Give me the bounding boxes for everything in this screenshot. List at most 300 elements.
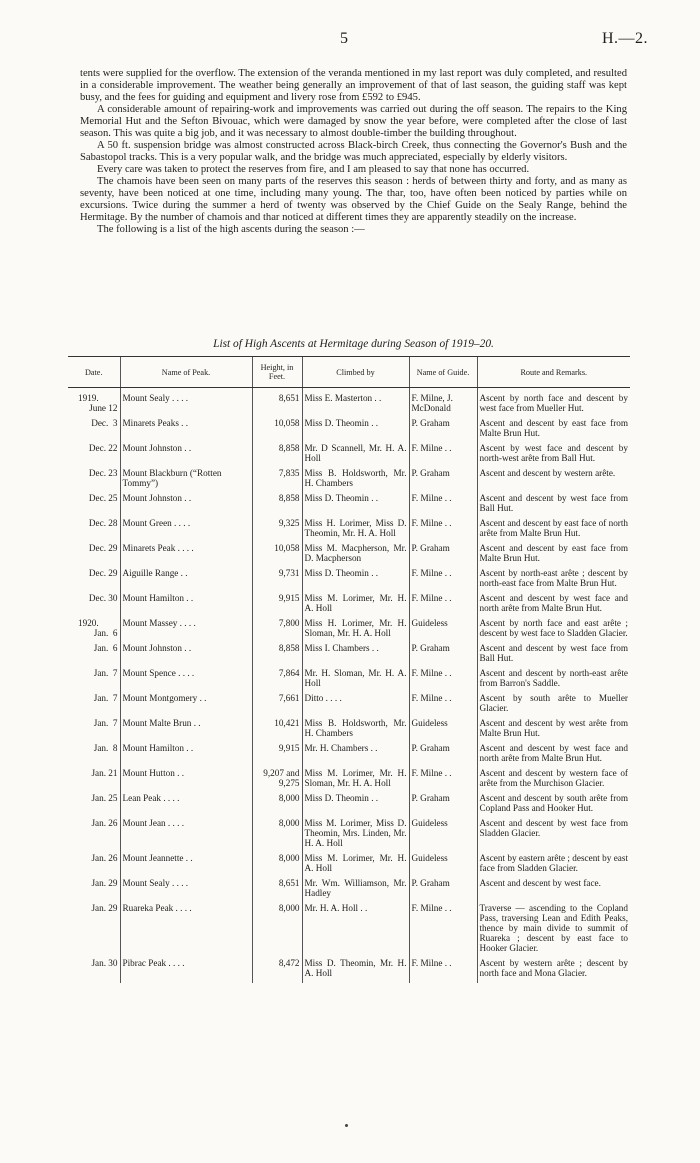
cell-height-text: 8,000 bbox=[278, 818, 300, 828]
cell-climbers-text: Miss H. Lorimer, Mr. H. Sloman, Mr. H. A. Holl bbox=[304, 618, 407, 638]
cell-height bbox=[252, 768, 302, 788]
cell-peak-text: Mount Johnston . . bbox=[122, 443, 192, 453]
header-guide: Name of Guide. bbox=[409, 357, 477, 388]
cell-height-text: 8,858 bbox=[278, 643, 300, 653]
cell-date-text: Jan. 21 bbox=[91, 768, 118, 778]
cell-height bbox=[252, 668, 302, 688]
cell-climbers bbox=[302, 518, 409, 538]
cell-peak bbox=[120, 958, 252, 978]
cell-peak-text: Mount Johnston . . bbox=[122, 643, 192, 653]
cell-route-text: Ascent and descent by west arête from Malte Brun Hut. bbox=[479, 718, 628, 738]
cell-climbers-text: Miss D. Theomin . . bbox=[304, 568, 379, 578]
page-mark bbox=[345, 1124, 348, 1127]
cell-climbers bbox=[302, 543, 409, 563]
cell-guide bbox=[409, 793, 477, 813]
cell-route bbox=[477, 468, 630, 488]
cell-height bbox=[252, 568, 302, 588]
paragraph: tents were supplied for the overflow. The extension of the veranda mentioned in my last report was duly completed, and resulted in a considerable improvement. The weather being generally an improvement of that of last season, the guiding staff was kept busy, and the fees for guiding and equipment and livery rose from £592 to £945. bbox=[80, 68, 627, 103]
cell-peak-text: Mount Montgomery . . bbox=[122, 693, 207, 703]
cell-date bbox=[68, 793, 120, 813]
header-height: Height, in Feet. bbox=[252, 357, 302, 388]
cell-guide bbox=[409, 593, 477, 613]
cell-peak bbox=[120, 743, 252, 763]
cell-height-text: 8,472 bbox=[278, 958, 300, 968]
table-row bbox=[68, 468, 630, 488]
cell-height bbox=[252, 903, 302, 953]
cell-guide-text: Guideless bbox=[411, 718, 448, 728]
cell-guide bbox=[409, 543, 477, 563]
table-row bbox=[68, 443, 630, 463]
cell-peak-text: Aiguille Range . . bbox=[122, 568, 188, 578]
cell-climbers bbox=[302, 718, 409, 738]
cell-height-text: 8,000 bbox=[278, 903, 300, 913]
cell-guide-text: F. Milne . . bbox=[411, 443, 452, 453]
cell-peak bbox=[120, 768, 252, 788]
cell-climbers bbox=[302, 618, 409, 638]
table-row bbox=[68, 768, 630, 788]
cell-guide-text: F. Milne, J. McDonald bbox=[411, 393, 453, 413]
cell-date bbox=[68, 468, 120, 488]
cell-climbers-text: Miss M. Lorimer, Miss D. Theomin, Mrs. Linden, Mr. H. A. Holl bbox=[304, 818, 407, 848]
cell-route bbox=[477, 718, 630, 738]
cell-climbers bbox=[302, 768, 409, 788]
table-row bbox=[68, 418, 630, 438]
cell-climbers bbox=[302, 878, 409, 898]
cell-height bbox=[252, 643, 302, 663]
cell-height-text: 9,915 bbox=[278, 593, 300, 603]
cell-date bbox=[68, 718, 120, 738]
cell-peak bbox=[120, 468, 252, 488]
cell-date-text: Dec. 23 bbox=[88, 468, 118, 478]
cell-height bbox=[252, 493, 302, 513]
cell-guide-text: P. Graham bbox=[411, 878, 450, 888]
cell-guide bbox=[409, 743, 477, 763]
cell-climbers bbox=[302, 643, 409, 663]
cell-date-text: Jan. 26 bbox=[91, 853, 118, 863]
cell-climbers bbox=[302, 668, 409, 688]
cell-height bbox=[252, 693, 302, 713]
cell-date-text: Dec. 22 bbox=[88, 443, 118, 453]
cell-height-text: 8,651 bbox=[278, 878, 300, 888]
cell-climbers bbox=[302, 743, 409, 763]
cell-date bbox=[68, 878, 120, 898]
cell-peak-text: Minarets Peaks . . bbox=[122, 418, 189, 428]
cell-guide bbox=[409, 643, 477, 663]
cell-peak-text: Mount Spence . . . . bbox=[122, 668, 195, 678]
page-number: 5 bbox=[340, 30, 348, 47]
cell-height-text: 8,858 bbox=[278, 443, 300, 453]
cell-guide bbox=[409, 818, 477, 848]
cell-peak bbox=[120, 668, 252, 688]
cell-height-text: 8,000 bbox=[278, 793, 300, 803]
cell-route-text: Ascent and descent by north-east arête from Barron's Saddle. bbox=[479, 668, 628, 688]
cell-guide-text: P. Graham bbox=[411, 543, 450, 553]
cell-height bbox=[252, 518, 302, 538]
paragraph: A 50 ft. suspension bridge was almost constructed across Black-birch Creek, thus connecting the Governor's Bush and the Sabastopol tracks. This is a very popular walk, and the bridge was much appreciated, especially by elderly visitors. bbox=[80, 140, 627, 163]
cell-peak-text: Mount Jeannette . . bbox=[122, 853, 193, 863]
cell-height bbox=[252, 793, 302, 813]
table-row bbox=[68, 853, 630, 873]
cell-guide-text: F. Milne . . bbox=[411, 518, 452, 528]
cell-date-text: Jan. 29 bbox=[91, 878, 118, 888]
cell-guide-text: F. Milne . . bbox=[411, 568, 452, 578]
cell-height-text: 8,858 bbox=[278, 493, 300, 503]
header-climbers: Climbed by bbox=[302, 357, 409, 388]
cell-guide-text: F. Milne . . bbox=[411, 768, 452, 778]
cell-peak bbox=[120, 818, 252, 848]
cell-height bbox=[252, 743, 302, 763]
cell-climbers bbox=[302, 903, 409, 953]
cell-date-text: Dec. 25 bbox=[88, 493, 118, 503]
cell-route-text: Ascent and descent by west face from Ball Hut. bbox=[479, 493, 628, 513]
cell-date bbox=[68, 818, 120, 848]
cell-height-text: 7,864 bbox=[278, 668, 300, 678]
cell-guide bbox=[409, 518, 477, 538]
table-row bbox=[68, 693, 630, 713]
cell-climbers-text: Mr. H. Chambers . . bbox=[304, 743, 378, 753]
report-text bbox=[80, 68, 627, 236]
cell-climbers bbox=[302, 493, 409, 513]
cell-peak bbox=[120, 568, 252, 588]
cell-height-text: 7,661 bbox=[278, 693, 300, 703]
cell-climbers-text: Miss D. Theomin, Mr. H. A. Holl bbox=[304, 958, 407, 978]
paragraph: The following is a list of the high ascents during the season :— bbox=[97, 224, 365, 235]
cell-route-text: Ascent and descent by west face and north arête from Malte Brun Hut. bbox=[479, 743, 628, 763]
cell-peak bbox=[120, 418, 252, 438]
cell-peak bbox=[120, 593, 252, 613]
cell-guide-text: P. Graham bbox=[411, 793, 450, 803]
cell-route-text: Ascent by western arête ; descent by north face and Mona Glacier. bbox=[479, 958, 628, 978]
cell-peak bbox=[120, 618, 252, 638]
cell-peak bbox=[120, 878, 252, 898]
cell-date bbox=[68, 443, 120, 463]
table-body bbox=[68, 388, 630, 984]
cell-date bbox=[68, 493, 120, 513]
header-route: Route and Remarks. bbox=[477, 357, 630, 388]
cell-peak bbox=[120, 543, 252, 563]
cell-route-text: Ascent and descent by western face of arête from the Murchison Glacier. bbox=[479, 768, 628, 788]
cell-route-text: Ascent by west face and descent by north-west arête from Ball Hut. bbox=[479, 443, 628, 463]
cell-climbers bbox=[302, 818, 409, 848]
cell-climbers-text: Mr. Wm. Williamson, Mr. Hadley bbox=[304, 878, 407, 898]
cell-guide bbox=[409, 768, 477, 788]
cell-guide-text: F. Milne . . bbox=[411, 668, 452, 678]
cell-date bbox=[68, 593, 120, 613]
cell-date-text: Jan. 8 bbox=[93, 743, 118, 753]
cell-guide bbox=[409, 878, 477, 898]
cell-route bbox=[477, 443, 630, 463]
cell-height bbox=[252, 468, 302, 488]
table-row bbox=[68, 668, 630, 688]
cell-climbers-text: Miss M. Lorimer, Mr. H. A. Holl bbox=[304, 593, 407, 613]
cell-climbers-text: Miss B. Holdsworth, Mr. H. Chambers bbox=[304, 718, 407, 738]
cell-guide bbox=[409, 903, 477, 953]
cell-peak-text: Mount Jean . . . . bbox=[122, 818, 184, 828]
cell-route-text: Ascent and descent by east face from Malte Brun Hut. bbox=[479, 543, 628, 563]
header-date: Date. bbox=[68, 357, 120, 388]
cell-peak-text: Mount Johnston . . bbox=[122, 493, 192, 503]
cell-peak-text: Mount Sealy . . . . bbox=[122, 393, 189, 403]
table-caption: List of High Ascents at Hermitage during Season of 1919–20. bbox=[213, 338, 494, 350]
cell-height-text: 9,915 bbox=[278, 743, 300, 753]
table-row bbox=[68, 743, 630, 763]
cell-route-text: Ascent by north face and east arête ; descent by west face to Sladden Glacier. bbox=[479, 618, 628, 638]
cell-route bbox=[477, 693, 630, 713]
cell-height bbox=[252, 443, 302, 463]
cell-height-text: 10,058 bbox=[274, 418, 300, 428]
page-header bbox=[0, 30, 700, 50]
cell-climbers-text: Miss I. Chambers . . bbox=[304, 643, 379, 653]
cell-route bbox=[477, 743, 630, 763]
cell-climbers bbox=[302, 443, 409, 463]
cell-height bbox=[252, 543, 302, 563]
cell-guide-text: F. Milne . . bbox=[411, 693, 452, 703]
cell-date-text: Dec. 28 bbox=[88, 518, 118, 528]
cell-peak-text: Mount Massey . . . . bbox=[122, 618, 196, 628]
cell-date bbox=[68, 643, 120, 663]
table-row bbox=[68, 393, 630, 413]
table-row bbox=[68, 958, 630, 978]
table-row bbox=[68, 518, 630, 538]
cell-route bbox=[477, 593, 630, 613]
cell-climbers-text: Miss E. Masterton . . bbox=[304, 393, 382, 403]
table-row bbox=[68, 903, 630, 953]
cell-height-text: 8,651 bbox=[278, 393, 300, 403]
cell-route-text: Ascent by south arête to Mueller Glacier. bbox=[479, 693, 628, 713]
cell-guide-text: P. Graham bbox=[411, 643, 450, 653]
cell-guide bbox=[409, 568, 477, 588]
table-row bbox=[68, 493, 630, 513]
cell-peak bbox=[120, 903, 252, 953]
cell-climbers-text: Miss H. Lorimer, Miss D. Theomin, Mr. H. A. Holl bbox=[304, 518, 407, 538]
cell-guide bbox=[409, 493, 477, 513]
cell-route bbox=[477, 768, 630, 788]
cell-climbers-text: Miss D. Theomin . . bbox=[304, 418, 379, 428]
cell-guide bbox=[409, 718, 477, 738]
cell-climbers-text: Miss B. Holdsworth, Mr. H. Chambers bbox=[304, 468, 407, 488]
cell-height-text: 10,058 bbox=[274, 543, 300, 553]
cell-route-text: Ascent by eastern arête ; descent by east face from Sladden Glacier. bbox=[479, 853, 628, 873]
cell-guide-text: F. Milne . . bbox=[411, 903, 452, 913]
cell-climbers-text: Miss D. Theomin . . bbox=[304, 793, 379, 803]
cell-guide bbox=[409, 443, 477, 463]
cell-height bbox=[252, 593, 302, 613]
table-header-row bbox=[68, 357, 630, 388]
cell-climbers-text: Miss M. Lorimer, Mr. H. A. Holl bbox=[304, 853, 407, 873]
table-row bbox=[68, 593, 630, 613]
cell-peak bbox=[120, 643, 252, 663]
table-row bbox=[68, 568, 630, 588]
cell-route-text: Ascent and descent by south arête from Copland Pass and Hooker Hut. bbox=[479, 793, 628, 813]
cell-route bbox=[477, 878, 630, 898]
cell-route bbox=[477, 643, 630, 663]
paragraph: A considerable amount of repairing-work and improvements was carried out during the off season. The repairs to the King Memorial Hut and the Sefton Bivouac, which were damaged by snow the year before, were completed after the close of last season. This was quite a big job, and it was necessary to almost double-timber the building throughout. bbox=[80, 104, 627, 139]
cell-climbers bbox=[302, 568, 409, 588]
cell-climbers bbox=[302, 853, 409, 873]
cell-height bbox=[252, 618, 302, 638]
table-row bbox=[68, 818, 630, 848]
cell-date bbox=[68, 958, 120, 978]
cell-peak-text: Mount Hamilton . . bbox=[122, 743, 194, 753]
cell-date bbox=[68, 743, 120, 763]
cell-height-text: 7,835 bbox=[278, 468, 300, 478]
cell-date-text: Jan. 7 bbox=[93, 693, 118, 703]
cell-peak-text: Ruareka Peak . . . . bbox=[122, 903, 192, 913]
cell-climbers bbox=[302, 468, 409, 488]
cell-guide-text: Guideless bbox=[411, 853, 448, 863]
cell-guide-text: P. Graham bbox=[411, 418, 450, 428]
cell-route bbox=[477, 818, 630, 848]
cell-guide bbox=[409, 468, 477, 488]
cell-guide bbox=[409, 618, 477, 638]
cell-climbers bbox=[302, 393, 409, 413]
cell-peak-text: Mount Sealy . . . . bbox=[122, 878, 189, 888]
cell-height bbox=[252, 418, 302, 438]
cell-date bbox=[68, 903, 120, 953]
cell-date-text: Jan. 6 bbox=[93, 628, 118, 638]
cell-route bbox=[477, 418, 630, 438]
cell-peak-text: Mount Green . . . . bbox=[122, 518, 191, 528]
cell-height bbox=[252, 878, 302, 898]
cell-date-text: Dec. 30 bbox=[88, 593, 118, 603]
cell-height-text: 9,325 bbox=[278, 518, 300, 528]
cell-peak bbox=[120, 693, 252, 713]
cell-peak bbox=[120, 718, 252, 738]
cell-height bbox=[252, 853, 302, 873]
cell-route-text: Ascent and descent by west face from Sladden Glacier. bbox=[479, 818, 628, 838]
cell-climbers-text: Miss D. Theomin . . bbox=[304, 493, 379, 503]
cell-route bbox=[477, 393, 630, 413]
cell-climbers-text: Ditto . . . . bbox=[304, 693, 342, 703]
cell-peak bbox=[120, 493, 252, 513]
cell-climbers bbox=[302, 958, 409, 978]
cell-date bbox=[68, 618, 120, 638]
cell-route bbox=[477, 853, 630, 873]
cell-climbers-text: Miss M. Macpherson, Mr. D. Macpherson bbox=[304, 543, 407, 563]
cell-height-text: 7,800 bbox=[278, 618, 300, 628]
cell-height-text: 10,421 bbox=[274, 718, 300, 728]
cell-climbers-text: Mr. H. Sloman, Mr. H. A. Holl bbox=[304, 668, 407, 688]
cell-peak bbox=[120, 853, 252, 873]
table-row bbox=[68, 643, 630, 663]
cell-date bbox=[68, 543, 120, 563]
cell-route bbox=[477, 543, 630, 563]
table-row bbox=[68, 618, 630, 638]
cell-date bbox=[68, 693, 120, 713]
cell-guide-text: P. Graham bbox=[411, 743, 450, 753]
ascents-table bbox=[68, 356, 630, 983]
cell-peak-text: Minarets Peak . . . . bbox=[122, 543, 194, 553]
cell-date-text: Jan. 26 bbox=[91, 818, 118, 828]
paragraph: Every care was taken to protect the reserves from fire, and I am pleased to say that none has occurred. bbox=[97, 164, 530, 175]
cell-guide-text: Guideless bbox=[411, 618, 448, 628]
cell-route-text: Ascent and descent by east face from Malte Brun Hut. bbox=[479, 418, 628, 438]
cell-date bbox=[68, 768, 120, 788]
cell-guide bbox=[409, 668, 477, 688]
cell-date-text: Jan. 30 bbox=[91, 958, 118, 968]
cell-peak bbox=[120, 793, 252, 813]
cell-peak-text: Pibrac Peak . . . . bbox=[122, 958, 185, 968]
cell-height bbox=[252, 393, 302, 413]
cell-guide bbox=[409, 693, 477, 713]
cell-date-text: Jan. 7 bbox=[93, 718, 118, 728]
cell-guide-text: F. Milne . . bbox=[411, 493, 452, 503]
cell-peak-text: Mount Blackburn (“Rotten Tommy”) bbox=[122, 468, 222, 488]
cell-guide-text: P. Graham bbox=[411, 468, 450, 478]
cell-date bbox=[68, 668, 120, 688]
cell-height-text: 9,207 and 9,275 bbox=[263, 768, 300, 788]
cell-peak-text: Mount Malte Brun . . bbox=[122, 718, 201, 728]
cell-climbers bbox=[302, 593, 409, 613]
cell-climbers bbox=[302, 418, 409, 438]
document-reference: H.—2. bbox=[601, 30, 648, 47]
cell-route bbox=[477, 518, 630, 538]
cell-route-text: Ascent and descent by west face. bbox=[479, 878, 601, 888]
cell-route bbox=[477, 493, 630, 513]
cell-route-text: Ascent by north-east arête ; descent by north-east face from Malte Brun Hut. bbox=[479, 568, 628, 588]
cell-route bbox=[477, 958, 630, 978]
cell-route bbox=[477, 568, 630, 588]
cell-climbers-text: Mr. H. A. Holl . . bbox=[304, 903, 368, 913]
cell-climbers-text: Miss M. Lorimer, Mr. H. Sloman, Mr. H. A. Holl bbox=[304, 768, 407, 788]
cell-route-text: Ascent and descent by western arête. bbox=[479, 468, 616, 478]
cell-peak-text: Lean Peak . . . . bbox=[122, 793, 180, 803]
cell-date bbox=[68, 418, 120, 438]
cell-height-text: 8,000 bbox=[278, 853, 300, 863]
cell-climbers bbox=[302, 693, 409, 713]
cell-date-text: Jan. 6 bbox=[93, 643, 118, 653]
cell-date-text: Dec. 29 bbox=[88, 568, 118, 578]
cell-date bbox=[68, 853, 120, 873]
cell-route-text: Ascent and descent by west face and north arête from Malte Brun Hut. bbox=[479, 593, 628, 613]
cell-peak bbox=[120, 443, 252, 463]
header-peak: Name of Peak. bbox=[120, 357, 252, 388]
cell-date-text: Dec. 29 bbox=[88, 543, 118, 553]
cell-date bbox=[68, 393, 120, 413]
cell-guide bbox=[409, 418, 477, 438]
cell-climbers bbox=[302, 793, 409, 813]
cell-route-text: Ascent by north face and descent by west face from Mueller Hut. bbox=[479, 393, 628, 413]
cell-peak bbox=[120, 518, 252, 538]
cell-date-text: Jan. 25 bbox=[91, 793, 118, 803]
table-row bbox=[68, 718, 630, 738]
year-label: 1919. bbox=[78, 393, 99, 403]
cell-peak-text: Mount Hamilton . . bbox=[122, 593, 194, 603]
table-row bbox=[68, 793, 630, 813]
cell-date-text: Dec. 3 bbox=[91, 418, 118, 428]
cell-height bbox=[252, 958, 302, 978]
cell-guide bbox=[409, 958, 477, 978]
cell-peak bbox=[120, 393, 252, 413]
cell-height bbox=[252, 818, 302, 848]
cell-climbers-text: Mr. D Scannell, Mr. H. A. Holl bbox=[304, 443, 407, 463]
cell-height bbox=[252, 718, 302, 738]
cell-route-text: Ascent and descent by west face from Ball Hut. bbox=[479, 643, 628, 663]
cell-guide bbox=[409, 853, 477, 873]
cell-date bbox=[68, 568, 120, 588]
cell-date-text: Jan. 29 bbox=[91, 903, 118, 913]
cell-date-text: June 12 bbox=[89, 403, 118, 413]
year-label: 1920. bbox=[78, 618, 99, 628]
cell-route-text: Ascent and descent by east face of north arête from Malte Brun Hut. bbox=[479, 518, 628, 538]
cell-route bbox=[477, 793, 630, 813]
cell-guide-text: F. Milne . . bbox=[411, 958, 452, 968]
cell-route bbox=[477, 618, 630, 638]
cell-route bbox=[477, 903, 630, 953]
cell-date-text: Jan. 7 bbox=[93, 668, 118, 678]
cell-peak-text: Mount Hutton . . bbox=[122, 768, 185, 778]
table-row bbox=[68, 878, 630, 898]
